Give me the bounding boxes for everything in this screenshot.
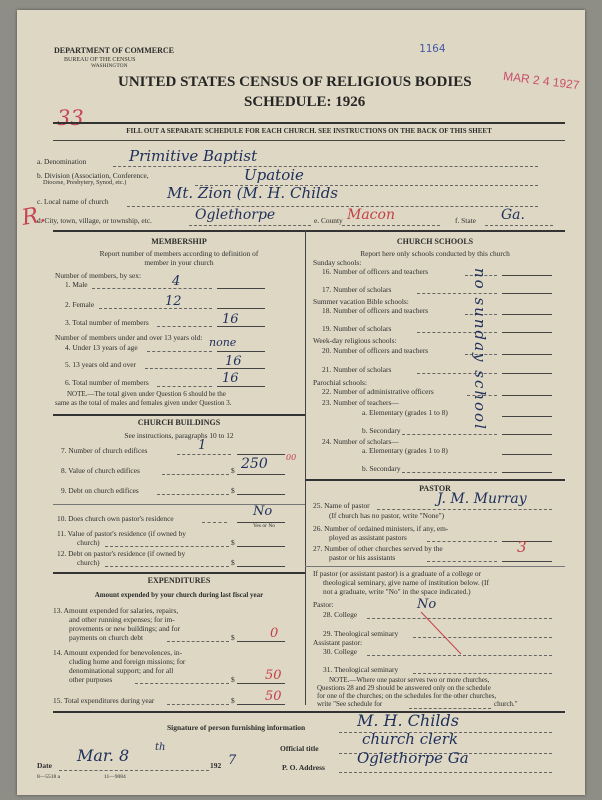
q12-dollar: $ <box>231 558 235 567</box>
q5-value: 16 <box>225 354 242 369</box>
handwritten-mark-33: 33 <box>57 106 84 130</box>
q23-label: 23. Number of teachers— <box>322 398 399 407</box>
q15-value: 50 <box>265 689 282 704</box>
date-value: Mar. 8 <box>77 746 130 765</box>
q14-line-3: denominational support; and for all <box>69 666 174 675</box>
official-title-label: Official title <box>280 744 319 753</box>
q28-value: No <box>417 597 437 612</box>
q13-line-2: and other running expenses; for im- <box>69 615 175 624</box>
q3-label: 3. Total number of members <box>65 318 149 327</box>
pastor-footnote-2: Questions 28 and 29 should be answered only on the schedule <box>317 684 491 692</box>
parochial-label: Parochial schools: <box>313 378 367 387</box>
age-head-label: Number of members under and over 13 years old: <box>55 333 203 342</box>
buildings-sub: See instructions, paragraphs 10 to 12 <box>124 431 234 440</box>
summer-label: Summer vacation Bible schools: <box>313 297 409 306</box>
state-value: Ga. <box>501 207 525 223</box>
q10-label: 10. Does church own pastor's residence <box>57 514 174 523</box>
q8-label: 8. Value of church edifices <box>61 466 140 475</box>
membership-sub-1: Report number of members according to definition of <box>99 249 259 258</box>
q25-label: 25. Name of pastor <box>313 501 370 510</box>
date-suffix: th <box>155 742 166 753</box>
q6-label: 6. Total number of members <box>65 378 149 387</box>
q6-value: 16 <box>222 371 239 386</box>
q8-cents: 00 <box>286 453 297 462</box>
q25-note: (If church has no pastor, write "None") <box>329 511 445 520</box>
signature-label: Signature of person furnishing information <box>167 723 306 732</box>
form-code-1: 8—5518 a <box>37 774 61 780</box>
q24a-label: a. Elementary (grades 1 to 8) <box>362 446 448 455</box>
pastor-footnote-1: NOTE.—Where one pastor serves two or more churches, <box>329 676 490 684</box>
q24-label: 24. Number of scholars— <box>322 437 399 446</box>
q20-label: 20. Number of officers and teachers <box>322 346 429 355</box>
q13-line-1: 13. Amount expended for salaries, repairs, <box>53 606 179 615</box>
q31-label: 31. Theological seminary <box>323 665 399 674</box>
q1-label: 1. Male <box>65 280 88 289</box>
pastor-footnote-4b: church." <box>494 700 518 708</box>
form-code-2: 11—9084 <box>104 774 126 780</box>
county-label: e. County <box>314 216 343 225</box>
pastor-heading: PASTOR <box>419 484 451 493</box>
department-label: DEPARTMENT OF COMMERCE <box>54 46 175 55</box>
church-name-value: Mt. Zion (M. H. Childs <box>167 184 338 202</box>
instruction-banner: FILL OUT A SEPARATE SCHEDULE FOR EACH CHURCH. SEE INSTRUCTIONS ON THE BACK OF THIS SHEET <box>126 127 492 135</box>
date-received-stamp: MAR 2 4 1927 <box>502 69 581 93</box>
schools-heading: CHURCH SCHOOLS <box>396 237 474 246</box>
q29-label: 29. Theological seminary <box>323 629 399 638</box>
membership-note-2: same as the total of males and females given under Question 3. <box>55 399 232 407</box>
q12-label-1: 12. Debt on pastor's residence (if owned by <box>57 549 186 558</box>
q13-line-3: provements or new buildings; and for <box>69 624 181 633</box>
q9-label: 9. Debt on church edifices <box>61 486 139 495</box>
q14-dollar: $ <box>231 675 235 684</box>
q2-label: 2. Female <box>65 300 95 309</box>
division-label-1: b. Division (Association, Conference, <box>37 171 149 180</box>
q7-label: 7. Number of church edifices <box>61 446 148 455</box>
q27-value: 3 <box>517 538 527 556</box>
weekday-label: Week-day religious schools: <box>313 336 397 345</box>
q9-dollar: $ <box>231 486 235 495</box>
expenditures-heading: EXPENDITURES <box>147 576 211 585</box>
schools-sub: Report here only schools conducted by this church <box>360 249 510 258</box>
city-label: WASHINGTON <box>91 63 128 69</box>
q13-dollar: $ <box>231 633 235 642</box>
q14-value: 50 <box>265 668 282 683</box>
church-name-label: c. Local name of church <box>37 197 109 206</box>
q15-label: 15. Total expenditures during year <box>53 696 155 705</box>
q8-dollar: $ <box>231 466 235 475</box>
membership-heading: MEMBERSHIP <box>151 237 207 246</box>
pastor-footnote-4: write "See schedule for <box>317 700 383 708</box>
q2-value: 12 <box>165 294 182 309</box>
city-label: d. City, town, village, or township, etc. <box>37 216 152 225</box>
county-value: Macon <box>347 207 395 223</box>
q4-value: none <box>209 336 237 349</box>
q27-label-2: pastor or his assistants <box>329 553 396 562</box>
q24b-label: b. Secondary <box>362 464 401 473</box>
census-form-sheet <box>17 10 585 795</box>
q15-dollar: $ <box>231 696 235 705</box>
q19-label: 19. Number of scholars <box>322 324 392 333</box>
q14-line-2: cluding home and foreign missions; for <box>69 657 186 666</box>
q27-label-1: 27. Number of other churches served by the <box>313 544 443 553</box>
buildings-heading: CHURCH BUILDINGS <box>137 418 221 427</box>
q11-label-1: 11. Value of pastor's residence (if owned by <box>57 529 186 538</box>
membership-sub-2: member in your church <box>144 258 214 267</box>
state-label: f. State <box>455 216 476 225</box>
q14-line-4: other purposes <box>69 675 113 684</box>
year-prefix: 192 <box>210 761 222 770</box>
yes-no-caption: Yes or No <box>253 523 276 529</box>
q16-label: 16. Number of officers and teachers <box>322 267 429 276</box>
q8-value: 250 <box>241 456 268 472</box>
form-number-stamp: 1164 <box>419 42 446 55</box>
q21-label: 21. Number of scholars <box>322 365 392 374</box>
q11-dollar: $ <box>231 538 235 547</box>
pastor-note-b: theological seminary, give name of institution below. (If <box>323 578 489 587</box>
q10-value: No <box>253 504 273 519</box>
pastor-note-c: not a graduate, write "No" in the space indicated.) <box>323 587 471 596</box>
schedule-title: SCHEDULE: 1926 <box>244 94 366 110</box>
denomination-label: a. Denomination <box>37 157 87 166</box>
q5-label: 5. 13 years old and over <box>65 360 137 369</box>
division-label-2: Diocese, Presbytery, Synod, etc.) <box>43 179 127 186</box>
q26-label-1: 26. Number of ordained ministers, if any, em- <box>313 524 449 533</box>
q3-value: 16 <box>222 312 239 327</box>
q4-label: 4. Under 13 years of age <box>65 343 138 352</box>
q1-value: 4 <box>172 274 181 289</box>
q13-line-4: payments on church debt <box>69 633 144 642</box>
city-value: Oglethorpe <box>195 207 276 223</box>
pastor-footnote-3: for one of the churches; on the schedules for the other churches, <box>317 692 497 700</box>
q28-label: 28. College <box>323 610 358 619</box>
po-address-label: P. O. Address <box>282 763 325 772</box>
pastor-sublabel: Pastor: <box>313 600 334 609</box>
q7-value: 1 <box>198 438 207 453</box>
year-value: 7 <box>228 753 237 768</box>
q23a-label: a. Elementary (grades 1 to 8) <box>362 408 448 417</box>
q22-label: 22. Number of administrative officers <box>322 387 434 396</box>
bureau-label: BUREAU OF THE CENSUS <box>64 57 136 63</box>
signature-value: M. H. Childs <box>357 711 459 730</box>
no-sunday-school-note: no sunday school <box>471 268 489 431</box>
expenditures-sub: Amount expended by your church during last fiscal year <box>94 591 264 599</box>
assistant-sublabel: Assistant pastor: <box>313 638 363 647</box>
strike-mark <box>417 610 467 660</box>
pastor-name-value: J. M. Murray <box>437 491 527 507</box>
membership-note-1: NOTE.—The total given under Question 6 should be the <box>67 390 226 398</box>
handwritten-mark-r: R. <box>19 202 48 231</box>
q26-label-2: ployed as assistant pastors <box>329 533 407 542</box>
q23b-label: b. Secondary <box>362 426 401 435</box>
q17-label: 17. Number of scholars <box>322 285 392 294</box>
po-address-value: Oglethorpe Ga <box>357 749 469 767</box>
date-label: Date <box>37 761 52 770</box>
q11-label-2: church) <box>77 538 100 547</box>
form-title: UNITED STATES CENSUS OF RELIGIOUS BODIES <box>118 74 472 90</box>
q30-label: 30. College <box>323 647 358 656</box>
pastor-note-a: If pastor (or assistant pastor) is a graduate of a college or <box>313 569 482 578</box>
q14-line-1: 14. Amount expended for benevolences, in- <box>53 648 183 657</box>
division-value: Upatoie <box>244 166 304 184</box>
official-title-value: church clerk <box>362 730 459 748</box>
q12-label-2: church) <box>77 558 100 567</box>
members-by-sex-label: Number of members, by sex: <box>55 271 141 280</box>
denomination-value: Primitive Baptist <box>129 147 258 165</box>
sunday-label: Sunday schools: <box>313 258 362 267</box>
q18-label: 18. Number of officers and teachers <box>322 306 429 315</box>
q13-value: 0 <box>270 626 279 641</box>
